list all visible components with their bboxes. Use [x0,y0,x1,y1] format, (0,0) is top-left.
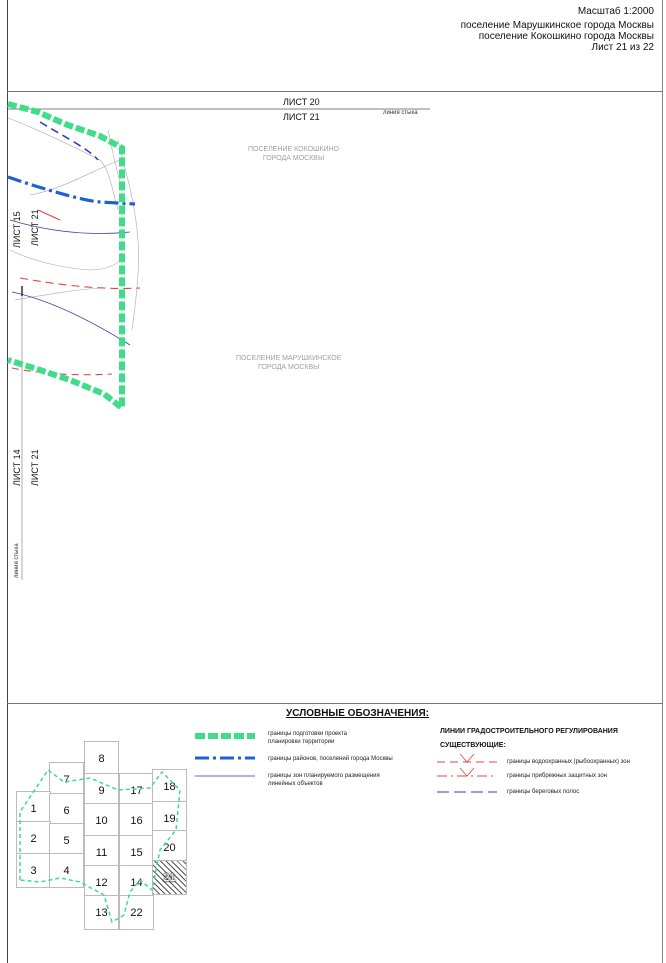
sheet-label-21-left-b: ЛИСТ 21 [30,449,40,486]
settlement-marushkino-label: ПОСЕЛЕНИЕ МАРУШКИНСКОЕ ГОРОДА МОСКВЫ [236,355,342,371]
sheet-label-20: ЛИСТ 20 [283,97,320,107]
legend-item-water-protection: границы водоохранных (рыбоохранных) зон [507,759,630,765]
key-map-cell-label: 10 [95,814,108,827]
key-map-cell-label: 5 [63,834,70,847]
legend-item-project-boundary: границы подготовки проекта планировки территории [268,731,347,745]
key-map-cell-label: 9 [98,784,105,797]
key-map-cell-label: 4 [63,864,70,877]
key-map-cell-label: 14 [130,876,143,889]
key-map-cell-label: 18 [163,780,176,793]
sheet-label-21: ЛИСТ 21 [283,112,320,122]
junction-label-top: линия стыка [383,110,418,116]
key-map-cell-label: 21 [163,871,176,884]
legend-item-shore-strip: границы береговых полос [507,789,580,795]
key-map-project-boundary [20,770,180,922]
key-map-cell-label: 20 [163,841,176,854]
legend-item-district-boundary: границы районов, поселений города Москвы [268,756,393,762]
settlement-kokoshkino-label: ПОСЕЛЕНИЕ КОКОШКИНО ГОРОДА МОСКВЫ [248,146,340,162]
key-map-cell-label: 17 [130,784,143,797]
key-map-cell-label: 22 [130,906,143,919]
legend-item-coastal-zone: границы прибрежных защитных зон [507,773,607,779]
key-map-cell-label: 16 [130,814,143,827]
key-map-cell-label: 2 [30,832,37,845]
key-map-cell-label: 15 [130,846,143,859]
key-map-cell-label: 7 [63,773,70,786]
legend-title: УСЛОВНЫЕ ОБОЗНАЧЕНИЯ: [286,708,429,719]
key-map-cell-label: 3 [30,864,37,877]
junction-label-left: линия стыка [14,543,20,578]
key-map-cell-label: 1 [30,802,37,815]
key-map-cell-label: 13 [95,906,108,919]
key-map-cell-label: 19 [163,812,176,825]
legend-item-linear-zone: границы зон планируемого размещения линейных объектов [268,773,380,787]
map-scale: Масштаб 1:2000 [577,6,654,17]
sheet-label-15-left: ЛИСТ 15 [12,211,22,248]
legend-existing-title: СУЩЕСТВУЮЩИЕ: [440,742,506,749]
sheet-label-14-left: ЛИСТ 14 [12,449,22,486]
header-settlement-1: поселение Марушкинское города Москвы [460,20,654,31]
legend-regulation-title: ЛИНИИ ГРАДОСТРОИТЕЛЬНОГО РЕГУЛИРОВАНИЯ [440,728,618,735]
header-settlement-2: поселение Кокошкино города Москвы [478,31,654,42]
sheet-label-21-left-a: ЛИСТ 21 [30,209,40,246]
key-map-cell-label: 8 [98,752,105,765]
header-sheet-number: Лист 21 из 22 [591,42,654,53]
key-map-cell-label: 12 [95,876,108,889]
key-map-cell-label: 11 [95,846,108,859]
key-map-cell-label: 6 [63,804,70,817]
